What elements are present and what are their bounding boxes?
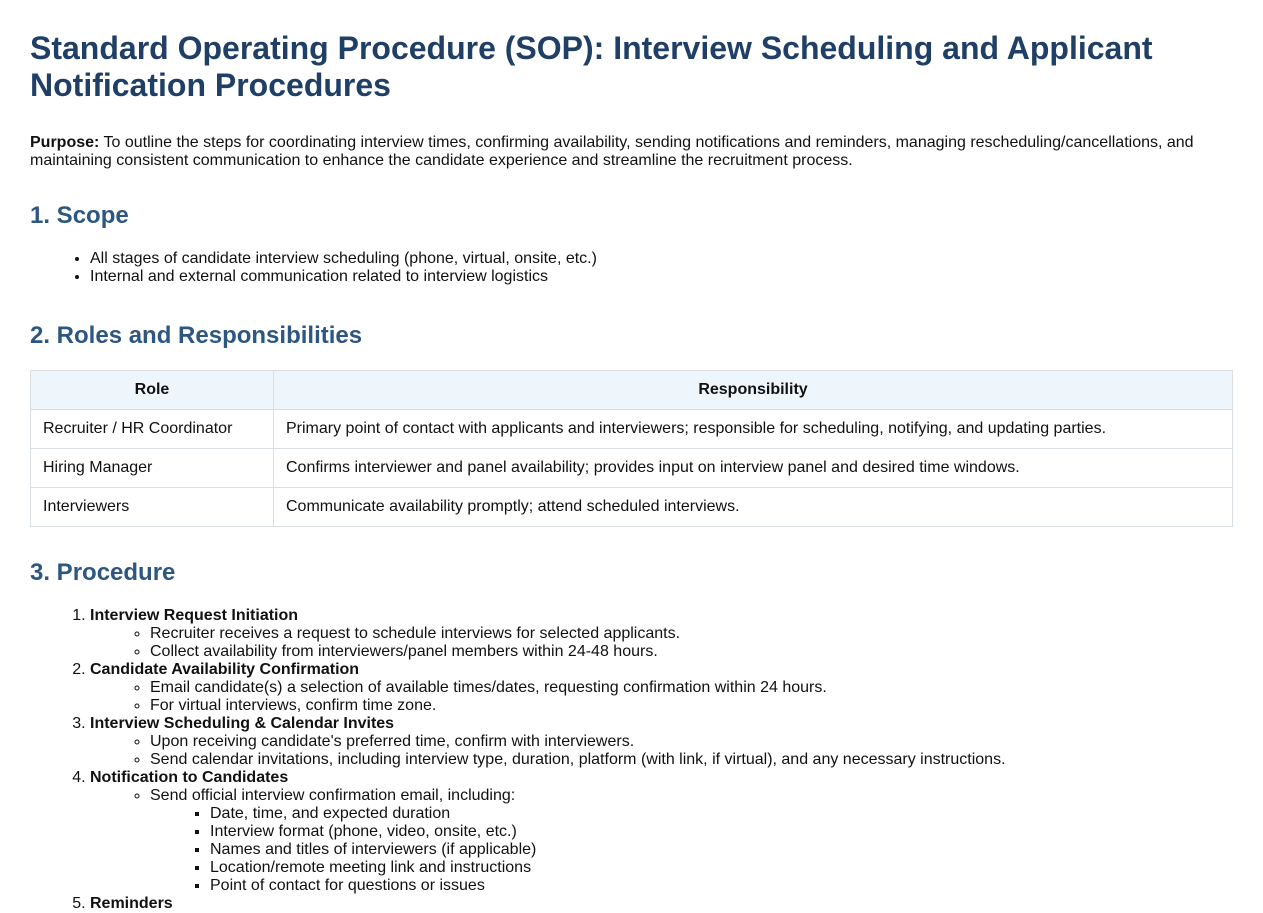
- table-row: [31, 449, 1233, 488]
- step-detail: ◦ Recruiter receives a request to schedule interviews for selected applicants.: [150, 625, 1233, 643]
- step-detail: ◦ Collect availability from interviewers/panel members within 24-48 hours.: [150, 643, 1233, 661]
- roles-table: [30, 370, 1233, 527]
- step-detail: ◦ For virtual interviews, confirm time zone.: [150, 697, 1233, 715]
- responsibility-cell: Confirms interviewer and panel availability; provides input on interview panel and desired time windows.: [274, 449, 1233, 488]
- procedure-step: [90, 769, 1233, 895]
- step-title: Interview Request Initiation: [90, 607, 299, 624]
- step-detail: ◦ Email candidate(s) a selection of available times/dates, requesting confirmation within 24 hours.: [150, 679, 1233, 697]
- procedure-step: [90, 895, 1233, 913]
- procedure-step: [90, 661, 1233, 715]
- role-cell: Recruiter / HR Coordinator: [31, 410, 274, 449]
- scope-list: [30, 250, 1233, 286]
- purpose-text: To outline the steps for coordinating interview times, confirming availability, sending notifications and reminders, managing rescheduling/cancellations, and maintaining consistent communication to enhance the candidate experience and streamline the recruitment process.: [30, 134, 1194, 169]
- step-title: Reminders: [90, 895, 173, 912]
- scope-item: • Internal and external communication related to interview logistics: [90, 268, 1233, 286]
- step-details: [90, 625, 1233, 661]
- page-title: Standard Operating Procedure (SOP): Interview Scheduling and Applicant Notification Procedures: [30, 30, 1153, 103]
- step-detail-text: Send official interview confirmation email, including:: [150, 787, 516, 804]
- procedure-heading: 3. Procedure: [30, 559, 176, 586]
- step-title: Interview Scheduling & Calendar Invites: [90, 715, 395, 732]
- scope-item: • All stages of candidate interview scheduling (phone, virtual, onsite, etc.): [90, 250, 1233, 268]
- step-title: Candidate Availability Confirmation: [90, 661, 360, 678]
- email-content-item: ▪ Date, time, and expected duration: [210, 805, 1233, 823]
- scope-heading: 1. Scope: [30, 202, 129, 229]
- step-title: Notification to Candidates: [90, 769, 289, 786]
- step-details: [90, 733, 1233, 769]
- table-row: [31, 410, 1233, 449]
- procedure-step: [90, 607, 1233, 661]
- table-header-row: [31, 371, 1233, 410]
- email-content-item: ▪ Point of contact for questions or issues: [210, 877, 1233, 895]
- role-cell: Hiring Manager: [31, 449, 274, 488]
- procedure-list: [30, 607, 1233, 913]
- purpose-label: Purpose:: [30, 134, 100, 151]
- purpose-paragraph: [30, 134, 1233, 170]
- table-row: [31, 488, 1233, 527]
- role-cell: Interviewers: [31, 488, 274, 527]
- responsibility-cell: Primary point of contact with applicants and interviewers; responsible for scheduling, notifying, and updating parties.: [274, 410, 1233, 449]
- procedure-step: [90, 715, 1233, 769]
- step-detail: ◦ Upon receiving candidate's preferred time, confirm with interviewers.: [150, 733, 1233, 751]
- responsibility-cell: Communicate availability promptly; attend scheduled interviews.: [274, 488, 1233, 527]
- column-header-role: Role: [31, 371, 274, 410]
- confirmation-email-contents: [150, 805, 1233, 895]
- email-content-item: ▪ Interview format (phone, video, onsite, etc.): [210, 823, 1233, 841]
- step-details: [90, 679, 1233, 715]
- column-header-responsibility: Responsibility: [274, 371, 1233, 410]
- email-content-item: ▪ Names and titles of interviewers (if applicable): [210, 841, 1233, 859]
- step-detail: ◦ Send calendar invitations, including interview type, duration, platform (with link, if virtual), and any necessary instructions.: [150, 751, 1233, 769]
- email-content-item: ▪ Location/remote meeting link and instructions: [210, 859, 1233, 877]
- step-details: [90, 787, 1233, 895]
- step-detail: [150, 787, 1233, 895]
- roles-heading: 2. Roles and Responsibilities: [30, 322, 363, 349]
